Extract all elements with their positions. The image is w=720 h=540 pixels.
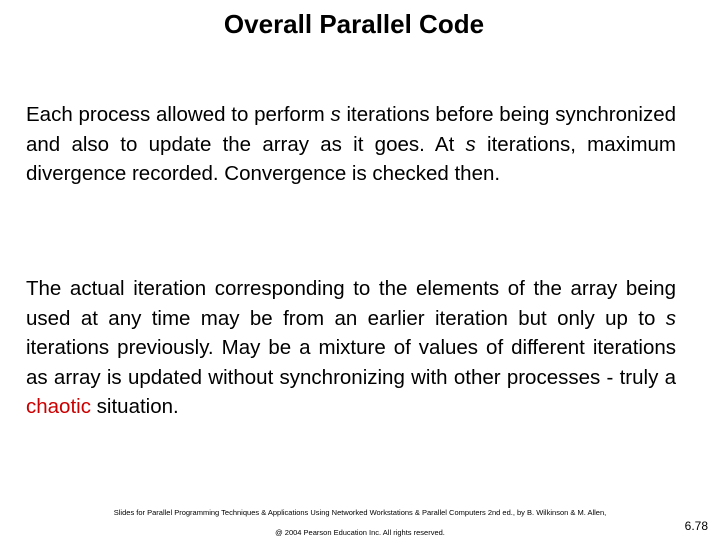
footer-copyright: @ 2004 Pearson Education Inc. All rights reserved. — [275, 528, 445, 537]
body-paragraph-2 — [26, 274, 676, 422]
page-number: 6.78 — [684, 519, 708, 533]
paragraph-2-text-c: situation. — [90, 395, 179, 418]
paragraph-2-text-a: The actual iteration corresponding to the elements of the array being used at any time may be from an earlier iteration but only up to — [26, 277, 676, 330]
paragraph-1-text-a: Each process allowed to perform — [26, 103, 331, 126]
variable-s: s — [465, 132, 476, 156]
body-paragraph-1 — [26, 100, 676, 189]
footer-citation: Slides for Parallel Programming Techniques & Applications Using Networked Workstations & Parallel Computers 2nd ed., by B. Wilkinson & M. Allen, — [113, 508, 607, 517]
paragraph-1-text-b: iterations before being synchronized and also to update the array as it goes. At — [26, 103, 676, 156]
slide-title: Overall Parallel Code — [223, 9, 485, 39]
paragraph-2-text-b: iterations previously. May be a mixture of values of different iterations as array is updated without synchronizing with other processes - truly a — [26, 336, 676, 389]
variable-s: s — [330, 103, 341, 126]
highlighted-word: chaotic — [26, 395, 91, 418]
variable-s: s — [665, 306, 676, 330]
paragraph-1-text-c: iterations, maximum divergence recorded. Convergence is checked then. — [26, 132, 676, 185]
